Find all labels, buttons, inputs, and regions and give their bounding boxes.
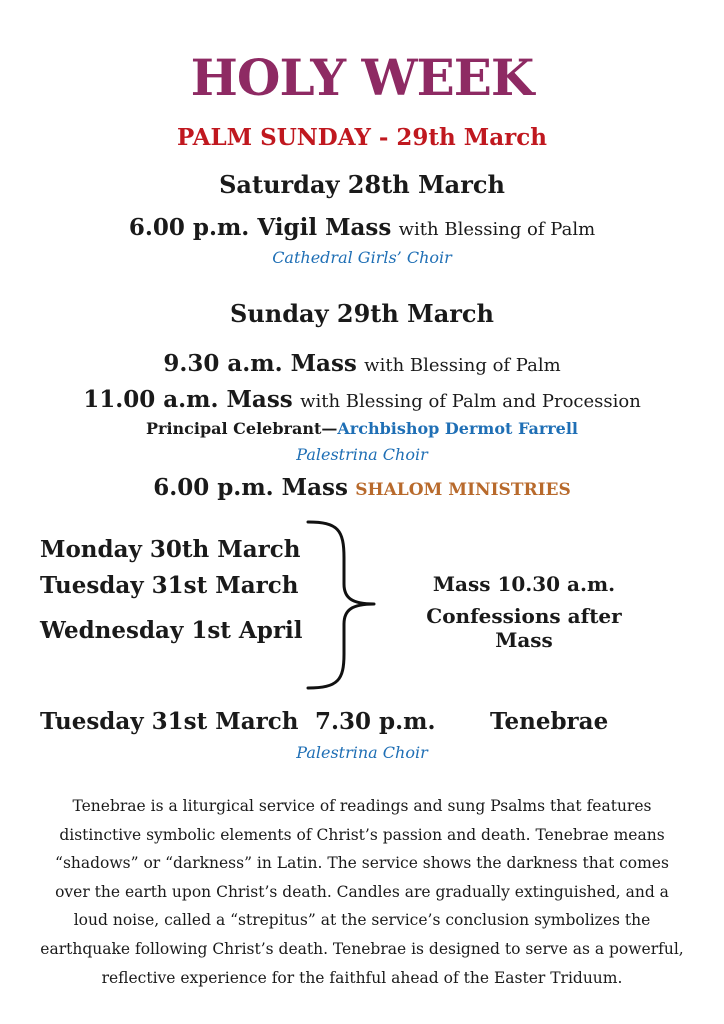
- weekday-monday: Monday 30th March: [40, 536, 301, 563]
- saturday-choir: Cathedral Girls’ Choir: [272, 248, 452, 267]
- saturday-mass-note: with Blessing of Palm: [398, 219, 596, 240]
- principal-celebrant: [0, 419, 724, 438]
- celebrant-dash: —: [321, 419, 338, 438]
- tenebrae-description: Tenebrae is a liturgical service of readings and sung Psalms that features distinctive symbolic elements of Christ’s passion and death. Tenebrae means “shadows” or “darkness” in Latin. The service shows the darkness that comes over the earth upon Christ’s death. Candles are gradually extinguished, and a loud noise, called a “strepitus” at the service’s conclusion symbolizes the earthquake following Christ’s death. Tenebrae is designed to serve as a powerful, reflective experience for the faithful ahead of the Easter Triduum.: [40, 797, 684, 987]
- saturday-heading: Saturday 28th March: [219, 170, 505, 199]
- sunday-mass-3: [0, 474, 724, 501]
- sunday-mass1-note: with Blessing of Palm: [364, 355, 561, 376]
- weekday-mass-time: Mass 10.30 a.m.: [432, 572, 616, 596]
- sunday-mass-1: [0, 350, 724, 377]
- saturday-vigil-mass: [0, 214, 724, 241]
- celebrant-name: Archbishop Dermot Farrell: [337, 419, 579, 438]
- curly-brace: [300, 518, 390, 694]
- tenebrae-time: 7.30 p.m.: [315, 708, 436, 735]
- sunday-mass2-note: with Blessing of Palm and Procession: [300, 391, 641, 412]
- saturday-mass-time: 6.00 p.m. Vigil Mass: [128, 214, 392, 241]
- celebrant-label: Principal Celebrant: [145, 419, 322, 438]
- shalom-ministries: SHALOM MINISTRIES: [355, 480, 571, 500]
- sunday-choir: Palestrina Choir: [296, 445, 428, 464]
- sunday-mass1-time: 9.30 a.m. Mass: [163, 350, 357, 377]
- tenebrae-choir: Palestrina Choir: [296, 743, 428, 762]
- page-title: HOLY WEEK: [190, 48, 534, 107]
- sunday-mass3-time: 6.00 p.m. Mass: [153, 474, 348, 501]
- sunday-mass2-time: 11.00 a.m. Mass: [83, 386, 293, 413]
- tenebrae-name: Tenebrae: [490, 708, 609, 735]
- sunday-mass-2: [0, 386, 724, 413]
- weekday-confessions: Confessions after Mass: [426, 604, 622, 652]
- tenebrae-day: Tuesday 31st March: [40, 708, 299, 735]
- weekday-tuesday: Tuesday 31st March: [40, 572, 299, 599]
- sunday-heading: Sunday 29th March: [230, 299, 494, 328]
- weekday-wednesday: Wednesday 1st April: [40, 617, 303, 644]
- page-subtitle: PALM SUNDAY - 29th March: [177, 124, 547, 151]
